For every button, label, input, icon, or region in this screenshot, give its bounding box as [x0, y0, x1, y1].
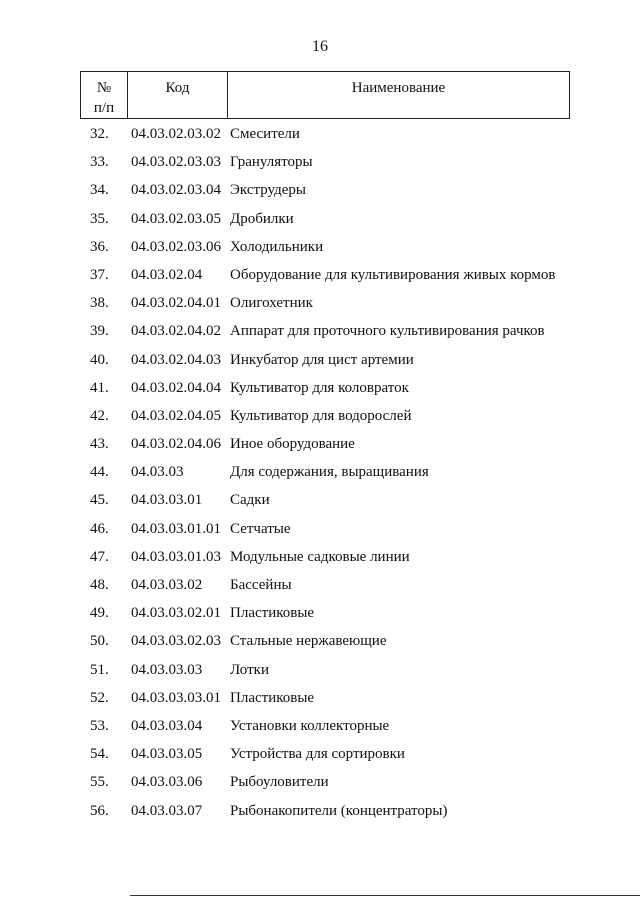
row-code: 04.03.03: [131, 464, 184, 481]
row-name: Холодильники: [230, 238, 324, 255]
row-number: 52.: [90, 689, 109, 706]
row-code: 04.03.02.03.02: [131, 126, 221, 142]
row-name: Для содержания, выращивания: [230, 464, 429, 481]
row-number: 54.: [90, 746, 109, 763]
header-code-cell: [128, 72, 228, 118]
table-row: [0, 603, 640, 631]
table-row: [0, 265, 640, 293]
row-name: Рыбоуловители: [230, 774, 329, 791]
row-name: Пластиковые: [230, 689, 315, 706]
row-number: 55.: [90, 774, 109, 791]
table-row: [0, 772, 640, 800]
row-code: 04.03.02.04.03: [131, 351, 221, 368]
row-number: 45.: [90, 492, 109, 509]
row-number: 33.: [90, 154, 109, 171]
row-number: 32.: [90, 126, 109, 142]
row-number: 39.: [90, 323, 109, 340]
table-row: [0, 716, 640, 744]
row-name: Садки: [230, 492, 270, 509]
row-code: 04.03.03.05: [131, 746, 203, 763]
table-row: [0, 124, 640, 152]
row-number: 38.: [90, 295, 109, 312]
row-name: Смесители: [230, 126, 300, 142]
table-row: [0, 406, 640, 434]
row-code: 04.03.03.02.01: [131, 605, 221, 622]
row-number: 48.: [90, 577, 109, 593]
header-name-label: Наименование: [351, 80, 446, 96]
row-number: 36.: [90, 238, 109, 255]
row-name: Сетчатые: [230, 520, 291, 537]
row-number: 49.: [90, 605, 109, 622]
row-name: Оборудование для культивирования живых кормов: [230, 266, 556, 283]
row-code: 04.03.03.02.03: [131, 633, 221, 650]
row-number: 34.: [90, 182, 109, 199]
row-number: 56.: [90, 802, 109, 819]
header-number-cell: [81, 72, 128, 118]
table-row: [0, 462, 640, 490]
row-code: 04.03.02.04.02: [131, 323, 221, 340]
row-name: Культиватор для коловраток: [230, 379, 409, 396]
row-code: 04.03.02.04.05: [131, 407, 221, 424]
header-number-sublabel: п/п: [93, 100, 115, 116]
row-name: Пластиковые: [230, 605, 315, 622]
row-number: 41.: [90, 379, 109, 396]
row-code: 04.03.03.03: [131, 661, 203, 678]
row-code: 04.03.03.06: [131, 774, 203, 791]
table-row: [0, 350, 640, 378]
row-name: Лотки: [230, 661, 269, 678]
table-row: [0, 490, 640, 518]
row-name: Грануляторы: [230, 154, 313, 171]
row-name: Инкубатор для цист артемии: [230, 351, 414, 368]
table-row: [0, 209, 640, 237]
row-code: 04.03.03.07: [131, 802, 203, 819]
table-row: [0, 547, 640, 575]
bottom-divider: [130, 895, 640, 896]
row-code: 04.03.03.01.01: [131, 520, 221, 537]
row-code: 04.03.03.04: [131, 717, 203, 734]
table-row: [0, 688, 640, 716]
header-name-cell: [228, 72, 569, 118]
row-number: 35.: [90, 210, 109, 227]
row-name: Иное оборудование: [230, 436, 355, 453]
row-number: 51.: [90, 661, 109, 678]
row-code: 04.03.02.04.04: [131, 379, 221, 396]
table-body: [0, 124, 640, 829]
table-row: [0, 180, 640, 208]
row-number: 43.: [90, 436, 109, 453]
row-number: 46.: [90, 520, 109, 537]
table-header: [80, 71, 570, 119]
table-row: [0, 660, 640, 688]
row-code: 04.03.02.03.05: [131, 210, 221, 227]
row-name: Культиватор для водорослей: [230, 407, 412, 424]
row-code: 04.03.02.03.03: [131, 154, 221, 171]
table-row: [0, 152, 640, 180]
row-code: 04.03.02.04.01: [131, 295, 221, 312]
row-name: Бассейны: [230, 577, 292, 593]
table-row: [0, 801, 640, 829]
row-number: 53.: [90, 717, 109, 734]
page-number: 16: [312, 38, 328, 55]
row-name: Модульные садковые линии: [230, 548, 410, 565]
header-number-label: №: [96, 80, 112, 96]
table-row: [0, 744, 640, 772]
row-code: 04.03.02.04.06: [131, 436, 221, 453]
row-number: 37.: [90, 266, 109, 283]
table-row: [0, 321, 640, 349]
row-code: 04.03.03.03.01: [131, 689, 221, 706]
table-row: [0, 237, 640, 265]
table-row: [0, 378, 640, 406]
row-name: Стальные нержавеющие: [230, 633, 387, 650]
row-number: 47.: [90, 548, 109, 565]
row-name: Устройства для сортировки: [230, 746, 405, 763]
row-name: Дробилки: [230, 210, 294, 227]
row-code: 04.03.03.01.03: [131, 548, 221, 565]
row-code: 04.03.03.01: [131, 492, 203, 509]
row-name: Аппарат для проточного культивирования рачков: [230, 323, 545, 340]
table-row: [0, 519, 640, 547]
row-name: Экструдеры: [230, 182, 306, 199]
row-code: 04.03.02.04: [131, 266, 203, 283]
row-code: 04.03.02.03.06: [131, 238, 221, 255]
table-row: [0, 293, 640, 321]
row-number: 50.: [90, 633, 109, 650]
header-code-label: Код: [165, 80, 190, 96]
table-row: [0, 575, 640, 603]
row-name: Рыбонакопители (концентраторы): [230, 802, 448, 819]
row-name: Установки коллекторные: [230, 717, 390, 734]
row-name: Олигохетник: [230, 295, 313, 312]
row-number: 44.: [90, 464, 109, 481]
row-number: 40.: [90, 351, 109, 368]
row-code: 04.03.03.02: [131, 577, 203, 593]
table-row: [0, 434, 640, 462]
row-number: 42.: [90, 407, 109, 424]
row-code: 04.03.02.03.04: [131, 182, 221, 199]
table-row: [0, 631, 640, 659]
